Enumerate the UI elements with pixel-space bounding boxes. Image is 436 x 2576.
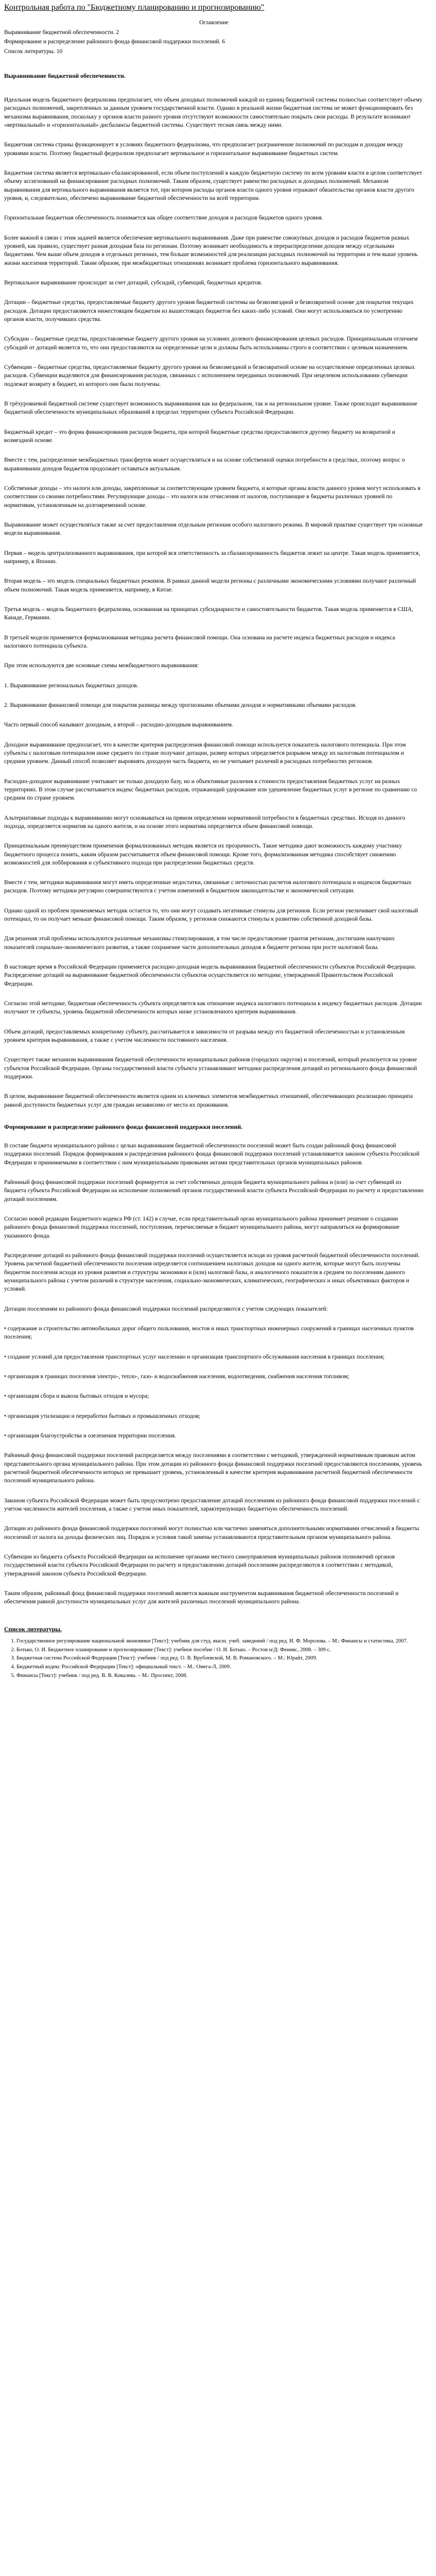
section-body-continued — [4, 721, 424, 1109]
list-item: 2. Выравнивание финансовой помощи для покрытия разницы между прогнозными объемами доходов и нормативными объемами расходов. — [4, 702, 357, 708]
paragraph: • организация утилизации и переработки бытовых и промышленных отходов; — [4, 1413, 200, 1419]
paragraph: Распределение дотаций из районного фонда финансовой поддержки поселений осуществляется исходя из уровня расчетной бюджетной обеспеченности поселений. Уровень расчетной бюджетной обеспеченности поселения определяется соотношением налоговых доходов на одного жителя, которые могут быть получены бюджетом поселения исходя из уровня развития и структуры экономики и (или) налоговой базы, и аналогичного показателя в среднем по поселениям данного муниципального района с учетом различий в структуре населения, социально-экономических, климатических, географических и иных объективных факторов и условий. — [4, 1252, 420, 1293]
paragraph: Субвенции из бюджета субъекта Российской Федерации на исполнение органами местного самоуправления муниципальных районов полномочий органов государственной власти субъекта Российской Федерации по расчету и предоставлению дотаций поселениям распределяются в соответствии с методикой, утвержденной законом субъекта Российской Федерации. — [4, 1553, 395, 1577]
paragraph: • создание условий для предоставления транспортных услуг населению и организация транспортного обслуживания населения в границах поселения; — [4, 1353, 385, 1360]
numbered-list — [4, 682, 424, 710]
paragraph: Выравнивание может осуществляться также за счет предоставления отдельным регионам особого налогового режима. В мировой практике существует три основные модели выравнивания. — [4, 521, 423, 537]
paragraph: Субвенции – бюджетные средства, предоставляемые бюджету другого уровня на безвозмездной и безвозвратной основе на осуществление определенных целевых расходов. Субвенции выделяются для финансирования расходов, связанных с исполнением переданных полномочий. При нецелевом использовании субвенции подлежат возврату в бюджет, из которого они были получены. — [4, 364, 415, 387]
paragraph: Более важной в связи с этим задачей является обеспечение вертикального выравнивания. Даже при равенстве совокупных доходов и расходов бюджетов разных уровней, как правило, существует разная доходная база по регионам. Поэтому возникает необходимость в перераспределении доходов между отдельными бюджетами. Чем выше объем доходов в отдельных регионах, тем больше возможностей для реализации расходных полномочий на территории и тем выше уровень жизни населения территорий. Таким образом, при межбюджетных отношениях возникает проблема горизонтального выравнивания. — [4, 234, 418, 266]
paragraph: Альтернативные подходы к выравниванию могут основываться на прямом определении нормативной потребности в бюджетных средствах. Исходя из данного подхода, определяется норматив на одного жителя, и на основе этого норматива определяется объем финансовой помощи. — [4, 815, 406, 829]
section-district-fund — [4, 1123, 424, 1606]
paragraph: Таким образом, районный фонд финансовой поддержки поселений является важным инструментом выравнивания бюджетной обеспеченности поселений и обеспечения равной доступности муниципальных услуг для жителей различных поселений муниципального района. — [4, 1590, 399, 1605]
toc-heading: Оглавление — [199, 19, 229, 26]
paragraph: В трёхуровневой бюджетной системе существует возможность выравнивания как на федеральном, так и на региональном уровне. Также происходит выравнивание бюджетной обеспеченности муниципальных образований в пределах территории субъекта Российской Федерации. — [4, 401, 417, 416]
paragraph: • организация сбора и вывоза бытовых отходов и мусора; — [4, 1393, 149, 1400]
references-title: Список литературы. — [4, 1625, 62, 1633]
paragraph: Расходно-доходное выравнивание учитывает не только доходную базу, но и объективные различия в стоимости предоставления бюджетных услуг на разных территориях. В этом случае рассчитывается индекс бюджетных расходов, отражающий удорожание или удешевление бюджетных услуг в регионе по сравнению со средним по стране уровнем. — [4, 778, 417, 802]
paragraph: Принципиальным преимуществом применения формализованных методик является их прозрачность. Такие методики дают возможность каждому участнику бюджетного процесса понять, каким образом рассчитывается объем финансовой помощи. Кроме того, формализованная методика способствует снижению возможностей для лоббирования и субъективного подхода при распределении бюджетных средств. — [4, 843, 402, 866]
reference-item: 3. Бюджетная система Российской Федерации [Текст]: учебник / под ред. О. В. Врублевской, М. В. Романовского. – М.: Юрайт, 2009. — [16, 1655, 424, 1663]
paragraph: Согласно новой редакции Бюджетного кодекса РФ (ст. 142) в случае, если представительный орган муниципального района принимает решение о создании районного фонда финансовой поддержки поселений, поступления, перечисляемые в бюджет муниципального района, могут направляться на формирование указанного фонда. — [4, 1216, 400, 1239]
section-body — [4, 1142, 424, 1606]
paragraph: Часто первый способ называют доходным, а второй – расходно-доходным выравниванием. — [4, 722, 233, 728]
paragraph: Идеальная модель бюджетного федерализма предполагает, что объем доходных полномочий каждой из единиц бюджетной системы полностью соответствует объему расходных полномочий, закрепленных за данным уровнем государственной власти. Однако в реальной жизни бюджетная система не может функционировать без механизма выравнивания, поскольку у органов власти разного уровня отсутствуют возможности самостоятельно покрыть свои расходы. В результате возникают «вертикальный» и «горизонтальный» дисбалансы бюджетной системы. Существует тесная связь между ними. — [4, 97, 423, 129]
paragraph: В составе бюджета муниципального района с целью выравнивания бюджетной обеспеченности поселений может быть создан районный фонд финансовой поддержки поселений. Порядок формирования и распределения районного фонда финансовой поддержки поселений устанавливается законом субъекта Российской Федерации и принимаемыми в соответствии с ним муниципальными правовыми актами представительных органов муниципальных районов. — [4, 1143, 420, 1166]
paragraph: Объем дотаций, предоставляемых конкретному субъекту, рассчитывается в зависимости от разрыва между его бюджетной обеспеченностью и установленным уровнем критерия выравнивания, а также с учетом численности постоянного населения. — [4, 1028, 405, 1044]
paragraph: Согласно этой методике, бюджетная обеспеченность субъекта определяется как отношение индекса налогового потенциала к индексу бюджетных расходов. Дотации получают те субъекты, уровень бюджетной обеспеченности которых ниже установленного критерия выравнивания. — [4, 1001, 422, 1015]
paragraph: В целом, выравнивание бюджетной обеспеченности является одним из ключевых элементов межбюджетных отношений, обеспечивающих реализацию принципа равной доступности бюджетных услуг для граждан независимо от места их проживания. — [4, 1093, 413, 1108]
paragraph: Вместе с тем, методики выравнивания могут иметь определенные недостатки, связанные с неточностью расчетов налогового потенциала и индексов бюджетных расходов. Поэтому методики регулярно совершенствуются с учетом изменений в бюджетном законодательстве и экономической ситуации. — [4, 879, 412, 894]
paragraph: Законом субъекта Российской Федерации может быть предусмотрено предоставление дотаций поселениям из районного фонда финансовой поддержки поселений с учетом численности жителей поселения, а также с учетом иных показателей, характеризующих бюджетную обеспеченность поселений. — [4, 1497, 420, 1512]
paragraph: Бюджетная система является вертикально-сбалансированной, если объем поступлений в каждую бюджетную систему по всем уровням власти в целом соответствует объему ассигнований на финансирование расходных полномочий. Таким образом, существует равенство расходных и доходных полномочий. Механизм выравнивания для вертикального выравнивания является тот, при котором расходы органов власти одного уровня отражают обязательства органов власти другого уровня, и, следовательно, обеспечено выравнивание бюджетной обеспеченности на всей территории. — [4, 170, 423, 202]
paragraph: Собственные доходы – это налоги или доходы, закрепленные за соответствующим уровнем бюджета, и которые органы власти данного уровня могут использовать в соответствии со своими потребностями. Регулирующие доходы – это налоги или отчисления от налогов, поступающие в бюджеты различных уровней по нормативам, установленным на долговременной основе. — [4, 485, 421, 509]
document-title: Контрольная работа по "Бюджетному планированию и прогнозированию" — [4, 3, 265, 12]
paragraph: Субсидии – бюджетные средства, предоставляемые бюджету другого уровня на условиях долевого финансирования целевых расходов. Принципиальным отличием субсидий от дотаций является то, что они предоставляются на определенные цели и должны быть использованы строго в соответствии с целевым назначением. — [4, 336, 418, 351]
section-title: Формирование и распределение районного фонда финансовой поддержки поселений. — [4, 1123, 243, 1131]
list-item: 1. Выравнивание региональных бюджетных доходов. — [4, 682, 138, 689]
paragraph: Вместе с тем, распределение межбюджетных трансфертов может осуществляться и на основе собственной оценки потребности в средствах, поэтому вопрос о выравнивании доходов бюджетов продолжает оставаться актуальным. — [4, 457, 405, 472]
paragraph: Третья модель – модель бюджетного федерализма, основанная на принципах субсидиарности и самостоятельности бюджетов. Такая модель применяется в США, Канаде, Германии. — [4, 606, 413, 621]
paragraph: Бюджетная система страны функционирует в условиях бюджетного федерализма, что предполагает разграничение полномочий по расходам и доходам между уровнями власти. Поэтому бюджетный федерализм предполагает вертикальное и горизонтальное выравнивание бюджетных систем. — [4, 142, 404, 157]
paragraph: Вторая модель – это модель специальных бюджетных режимов. В рамках данной модели регионы с различными экономическими условиями получают различный объем полномочий. Такая модель применяется, например, в Китае. — [4, 578, 416, 593]
paragraph: • организация в границах поселения электро-, тепло-, газо- и водоснабжения населения, водоотведения, снабжения населения топливом; — [4, 1374, 350, 1380]
paragraph: Для решения этой проблемы используются различные механизмы стимулирования, в том числе предоставление грантов регионам, достигшим наилучших показателей социально-экономического развития, а также сохранение части дополнительных доходов в бюджете региона при росте налоговой базы. — [4, 936, 395, 951]
reference-item: 2. Ботько, О. И. Бюджетное планирование и прогнозирование [Текст]: учебное пособие / О. И. Ботько. – Ростов н/Д: Феникс, 2008. – 309 с. — [16, 1647, 424, 1654]
reference-item: 1. Государственное регулирование национальной экономики [Текст]: учебник для студ. высш. учеб. заведений / под ред. И. Ф. Морозова. – М.: Финансы и статистика, 2007. — [16, 1638, 424, 1646]
references-list — [4, 1638, 424, 1681]
paragraph: В настоящее время в Российской Федерации применяется расходно-доходная модель выравнивания бюджетной обеспеченности субъектов Российской Федерации. Распределение дотаций на выравнивание бюджетной обеспеченности субъектов осуществляется по методике, утвержденной Правительством Российской Федерации. — [4, 964, 416, 987]
section-title: Выравнивание бюджетной обеспеченности. — [4, 72, 126, 80]
paragraph: Районный фонд финансовой поддержки поселений распределяется между поселениями в соответствии с методикой, утвержденной нормативным правовым актом представительного органа муниципального района. При этом дотации из районного фонда финансовой поддержки поселений предоставляются поселениям, уровень расчетной бюджетной обеспеченности которых не превышает уровень, установленный в качестве критерия выравнивания расчетной бюджетной обеспеченности поселений муниципального района. — [4, 1452, 423, 1484]
toc-item-3[interactable]: Список литературы. 10 — [4, 48, 63, 55]
paragraph: Вертикальное выравнивание происходит за счет дотаций, субсидий, субвенций, бюджетных кредитов. — [4, 280, 263, 286]
paragraph: Дотации поселениям из районного фонда финансовой поддержки поселений распределяются с учетом следующих показателей: — [4, 1306, 328, 1312]
section-body — [4, 96, 424, 670]
reference-item: 5. Финансы [Текст]: учебник / под ред. В. В. Ковалева. – М.: Проспект, 2008. — [16, 1672, 424, 1680]
section-equalization — [4, 72, 424, 1109]
paragraph: • содержание и строительство автомобильных дорог общего пользования, мостов и иных транспортных инженерных сооружений в границах населенных пунктов поселения; — [4, 1326, 414, 1341]
reference-item: 4. Бюджетный кодекс Российской Федерации [Текст]: официальный текст. – М.: Омега-Л, 2009. — [16, 1664, 424, 1671]
paragraph: Первая – модель централизованного выравнивания, при которой вся ответственность за сбалансированность бюджетов лежит на центре. Такая модель применяется, например, в Японии. — [4, 550, 420, 565]
paragraph: Бюджетный кредит – это форма финансирования расходов бюджета, при которой бюджетные средства предоставляются другому бюджету на возвратной и возмездной основе. — [4, 429, 395, 444]
paragraph: Существует также механизм выравнивания бюджетной обеспеченности муниципальных районов (городских округов) и поселений, который реализуется на уровне субъектов Российской Федерации. Органы государственной власти субъекта устанавливают методики распределения дотаций из регионального фонда финансовой поддержки. — [4, 1057, 417, 1080]
references-section — [4, 1625, 424, 1681]
table-of-contents — [4, 19, 424, 57]
paragraph: • организация благоустройства и озеленения территории поселения. — [4, 1432, 177, 1439]
paragraph: Однако одной из проблем применяемых методик остается то, что они могут создавать негативные стимулы для регионов. Если регион увеличивает свой налоговый потенциал, то он получает меньше финансовой помощи. Таким образом, у регионов снижаются стимулы к развитию собственной доходной базы. — [4, 907, 418, 923]
paragraph: Районный фонд финансовой поддержки поселений формируется за счет собственных доходов бюджета муниципального района и (или) за счет субвенций из бюджета субъекта Российской Федерации на исполнение полномочий органов государственной власти субъекта Российской Федерации по расчету и предоставлению дотаций поселениям. — [4, 1179, 424, 1202]
paragraph: Горизонтальная бюджетная обеспеченность понимается как общее соответствие доходов и расходов бюджетов одного уровня. — [4, 215, 323, 222]
paragraph: Дотации – бюджетные средства, предоставляемые бюджету другого уровня бюджетной системы на безвозмездной и безвозвратной основе для покрытия текущих расходов. Дотации предоставляются нижестоящим бюджетам из вышестоящих бюджетов без каких-либо условий. Они могут использоваться по усмотрению органов власти, получивших средства. — [4, 299, 414, 323]
toc-item-1[interactable]: Выравнивание бюджетной обеспеченности. 2 — [4, 29, 119, 36]
paragraph: В третьей модели применяется формализованная методика расчета финансовой помощи. Она основана на расчете индекса бюджетных расходов и индекса налогового потенциала субъекта. — [4, 634, 395, 649]
paragraph: Доходное выравнивание предполагает, что в качестве критерия распределения финансовой помощи используется показатель налогового потенциала. При этом субъекты с налоговым потенциалом ниже среднего по стране получают дотации, размер которых определяется разрывом между их налоговым потенциалом и средним уровнем. Данный способ позволяет выровнять доходную часть бюджета, но не учитывает различий в расходных потребностях регионов. — [4, 741, 406, 765]
paragraph: При этом используются две основные схемы межбюджетного выравнивания: — [4, 663, 199, 669]
paragraph: Дотации из районного фонда финансовой поддержки поселений могут полностью или частично заменяться дополнительными нормативами отчислений в бюджеты поселений от налога на доходы физических лиц. Порядок и условия такой замены устанавливаются представительным органом муниципального района. — [4, 1526, 420, 1540]
toc-item-2[interactable]: Формирование и распределение районного фонда финансовой поддержки поселений. 6 — [4, 39, 225, 45]
